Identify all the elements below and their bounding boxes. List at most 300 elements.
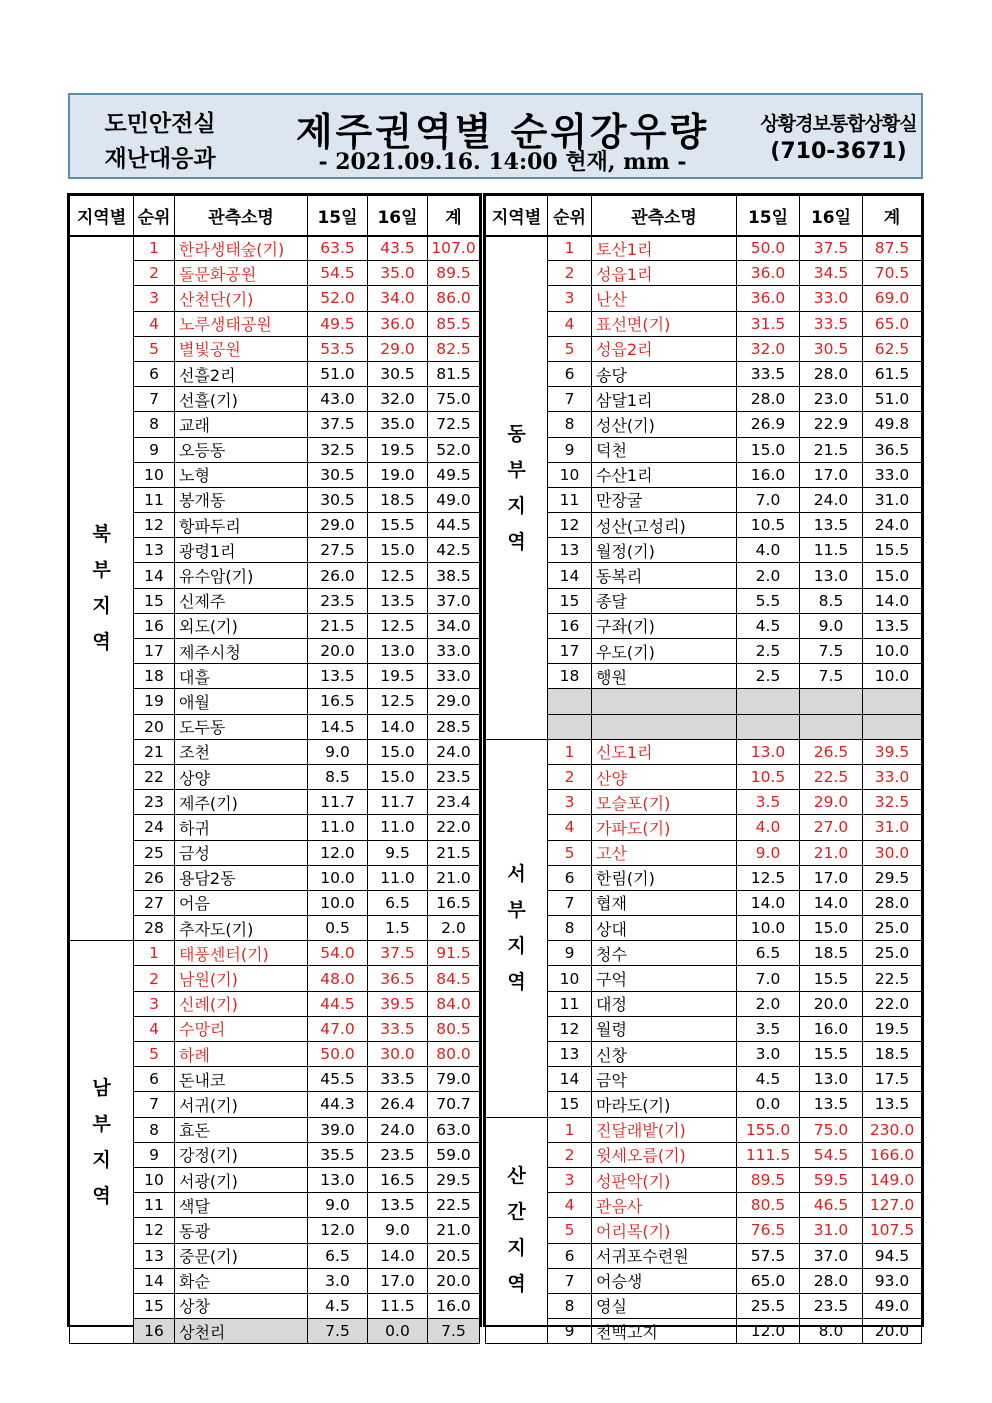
rank-cell: 7 xyxy=(134,1092,175,1117)
day16-cell: 0.0 xyxy=(368,1319,428,1344)
station-name-cell: 돈내코 xyxy=(175,1067,308,1092)
day16-cell: 35.0 xyxy=(368,412,428,437)
total-cell: 23.5 xyxy=(428,764,480,789)
day15-cell: 26.0 xyxy=(308,563,368,588)
day16-cell: 16.0 xyxy=(800,1016,863,1041)
day16-cell: 35.0 xyxy=(368,261,428,286)
day15-cell: 33.5 xyxy=(737,361,800,386)
rank-cell: 16 xyxy=(134,1319,175,1344)
table-row xyxy=(486,739,922,764)
station-name-cell: 하례 xyxy=(175,1042,308,1067)
total-cell: 28.5 xyxy=(428,714,480,739)
station-name-cell: 상창 xyxy=(175,1293,308,1318)
day16-cell: 7.5 xyxy=(800,639,863,664)
day15-cell: 11.7 xyxy=(308,790,368,815)
day16-cell: 27.0 xyxy=(800,815,863,840)
station-name-cell: 돌문화공원 xyxy=(175,261,308,286)
table-row xyxy=(486,815,922,840)
station-name-cell: 성산(고성리) xyxy=(592,513,737,538)
total-cell: 49.8 xyxy=(863,412,922,437)
empty-cell xyxy=(548,689,592,714)
day15-cell: 0.0 xyxy=(737,1092,800,1117)
day16-cell: 36.5 xyxy=(368,966,428,991)
station-name-cell: 화순 xyxy=(175,1268,308,1293)
day16-cell: 30.5 xyxy=(368,361,428,386)
total-cell: 39.5 xyxy=(863,739,922,764)
table-row xyxy=(486,1042,922,1067)
day15-cell: 9.0 xyxy=(737,840,800,865)
day15-cell: 13.0 xyxy=(737,739,800,764)
day16-cell: 28.0 xyxy=(800,1268,863,1293)
station-name-cell: 청수 xyxy=(592,941,737,966)
station-name-cell: 한림(기) xyxy=(592,865,737,890)
total-cell: 230.0 xyxy=(863,1117,922,1142)
total-cell: 10.0 xyxy=(863,664,922,689)
day16-cell: 9.5 xyxy=(368,840,428,865)
day16-cell: 7.5 xyxy=(800,664,863,689)
day16-cell: 12.5 xyxy=(368,563,428,588)
col-region: 지역별 xyxy=(486,196,548,236)
total-cell: 37.0 xyxy=(428,588,480,613)
day15-cell: 25.5 xyxy=(737,1293,800,1318)
rank-cell: 9 xyxy=(548,1319,592,1344)
station-name-cell: 선흘(기) xyxy=(175,387,308,412)
rank-cell: 4 xyxy=(548,1193,592,1218)
table-row xyxy=(486,513,922,538)
rank-cell: 2 xyxy=(134,261,175,286)
day15-cell: 53.5 xyxy=(308,336,368,361)
station-name-cell: 중문(기) xyxy=(175,1243,308,1268)
rank-cell: 13 xyxy=(134,1243,175,1268)
report-subtitle: - 2021.09.16. 14:00 현재, mm - xyxy=(318,149,687,175)
day16-cell: 24.0 xyxy=(368,1117,428,1142)
rank-cell: 5 xyxy=(548,1218,592,1243)
rank-cell: 7 xyxy=(134,387,175,412)
day15-cell: 5.5 xyxy=(737,588,800,613)
day15-cell: 11.0 xyxy=(308,815,368,840)
station-name-cell: 난산 xyxy=(592,286,737,311)
day16-cell: 34.5 xyxy=(800,261,863,286)
empty-cell xyxy=(592,689,737,714)
total-cell: 70.5 xyxy=(863,261,922,286)
day16-cell: 54.5 xyxy=(800,1142,863,1167)
rank-cell: 6 xyxy=(548,1243,592,1268)
day16-cell: 11.0 xyxy=(368,815,428,840)
day16-cell: 14.0 xyxy=(368,1243,428,1268)
station-name-cell: 오등동 xyxy=(175,437,308,462)
right-rainfall-table xyxy=(483,193,924,1342)
table-row xyxy=(486,487,922,512)
table-row xyxy=(486,840,922,865)
station-name-cell: 구좌(기) xyxy=(592,613,737,638)
report-title: 제주권역별 순위강우량 xyxy=(295,110,710,154)
day16-cell: 26.5 xyxy=(800,739,863,764)
day15-cell: 4.0 xyxy=(737,538,800,563)
rank-cell: 22 xyxy=(134,764,175,789)
total-cell: 20.5 xyxy=(428,1243,480,1268)
station-name-cell: 수산1리 xyxy=(592,462,737,487)
table-row xyxy=(70,941,480,966)
day16-cell: 13.5 xyxy=(368,588,428,613)
table-row xyxy=(486,1218,922,1243)
station-name-cell: 용담2동 xyxy=(175,865,308,890)
station-name-cell: 하귀 xyxy=(175,815,308,840)
total-cell: 38.5 xyxy=(428,563,480,588)
day16-cell: 15.0 xyxy=(800,916,863,941)
station-name-cell: 구억 xyxy=(592,966,737,991)
day16-cell: 18.5 xyxy=(368,487,428,512)
station-name-cell: 금악 xyxy=(592,1067,737,1092)
day16-cell: 19.5 xyxy=(368,437,428,462)
total-cell: 10.0 xyxy=(863,639,922,664)
total-cell: 36.5 xyxy=(863,437,922,462)
day15-cell: 89.5 xyxy=(737,1167,800,1192)
station-name-cell: 어리목(기) xyxy=(592,1218,737,1243)
station-name-cell: 교래 xyxy=(175,412,308,437)
rank-cell: 16 xyxy=(548,613,592,638)
station-name-cell: 수망리 xyxy=(175,1016,308,1041)
day16-cell: 23.5 xyxy=(368,1142,428,1167)
rank-cell: 4 xyxy=(134,311,175,336)
day15-cell: 7.5 xyxy=(308,1319,368,1344)
left-rainfall-table xyxy=(67,193,482,1342)
rank-cell: 6 xyxy=(548,361,592,386)
total-cell: 84.0 xyxy=(428,991,480,1016)
total-cell: 93.0 xyxy=(863,1268,922,1293)
day16-cell: 14.0 xyxy=(368,714,428,739)
rank-cell: 10 xyxy=(134,462,175,487)
station-name-cell: 색달 xyxy=(175,1193,308,1218)
station-name-cell: 별빛공원 xyxy=(175,336,308,361)
day15-cell: 54.5 xyxy=(308,261,368,286)
rank-cell: 6 xyxy=(134,361,175,386)
total-cell: 149.0 xyxy=(863,1167,922,1192)
station-name-cell: 추자도(기) xyxy=(175,916,308,941)
station-name-cell: 유수암(기) xyxy=(175,563,308,588)
total-cell: 18.5 xyxy=(863,1042,922,1067)
rank-cell: 12 xyxy=(548,513,592,538)
station-name-cell: 월정(기) xyxy=(592,538,737,563)
station-name-cell: 남원(기) xyxy=(175,966,308,991)
station-name-cell: 애월 xyxy=(175,689,308,714)
station-name-cell: 어승생 xyxy=(592,1268,737,1293)
station-name-cell: 신례(기) xyxy=(175,991,308,1016)
report-header xyxy=(68,93,923,179)
total-cell: 49.0 xyxy=(428,487,480,512)
total-cell: 2.0 xyxy=(428,916,480,941)
table-row xyxy=(486,1067,922,1092)
day15-cell: 6.5 xyxy=(737,941,800,966)
day16-cell: 15.0 xyxy=(368,764,428,789)
total-cell: 7.5 xyxy=(428,1319,480,1344)
day15-cell: 37.5 xyxy=(308,412,368,437)
day15-cell: 13.0 xyxy=(308,1167,368,1192)
rank-cell: 3 xyxy=(548,790,592,815)
day15-cell: 4.0 xyxy=(737,815,800,840)
rank-cell: 9 xyxy=(134,437,175,462)
total-cell: 14.0 xyxy=(863,588,922,613)
rank-cell: 1 xyxy=(134,941,175,966)
table-row xyxy=(486,890,922,915)
day16-cell: 15.0 xyxy=(368,538,428,563)
day15-cell: 51.0 xyxy=(308,361,368,386)
day15-cell: 32.5 xyxy=(308,437,368,462)
total-cell: 107.0 xyxy=(428,236,480,261)
rank-cell: 4 xyxy=(548,815,592,840)
station-name-cell: 상대 xyxy=(592,916,737,941)
day16-cell: 22.5 xyxy=(800,764,863,789)
station-name-cell: 신창 xyxy=(592,1042,737,1067)
day16-cell: 1.5 xyxy=(368,916,428,941)
station-name-cell: 한라생태숲(기) xyxy=(175,236,308,261)
empty-cell xyxy=(737,714,800,739)
station-name-cell: 고산 xyxy=(592,840,737,865)
table-row xyxy=(486,966,922,991)
day16-cell: 31.0 xyxy=(800,1218,863,1243)
day16-cell: 6.5 xyxy=(368,890,428,915)
total-cell: 13.5 xyxy=(863,613,922,638)
table-row xyxy=(486,538,922,563)
rank-cell: 6 xyxy=(548,865,592,890)
office-phone: (710-3671) xyxy=(770,139,907,164)
total-cell: 31.0 xyxy=(863,815,922,840)
total-cell: 34.0 xyxy=(428,613,480,638)
rank-cell: 2 xyxy=(134,966,175,991)
table-row xyxy=(486,1268,922,1293)
station-name-cell: 성읍1리 xyxy=(592,261,737,286)
empty-cell xyxy=(800,689,863,714)
rank-cell: 14 xyxy=(548,563,592,588)
day15-cell: 12.0 xyxy=(308,1218,368,1243)
station-name-cell: 태풍센터(기) xyxy=(175,941,308,966)
rank-cell: 15 xyxy=(134,588,175,613)
rank-cell: 19 xyxy=(134,689,175,714)
day16-cell: 15.0 xyxy=(368,739,428,764)
total-cell: 33.0 xyxy=(863,462,922,487)
day15-cell: 39.0 xyxy=(308,1117,368,1142)
table-row xyxy=(486,387,922,412)
station-name-cell: 종달 xyxy=(592,588,737,613)
total-cell: 22.5 xyxy=(863,966,922,991)
day15-cell: 31.5 xyxy=(737,311,800,336)
rank-cell: 5 xyxy=(548,840,592,865)
total-cell: 31.0 xyxy=(863,487,922,512)
day16-cell: 33.5 xyxy=(368,1067,428,1092)
total-cell: 15.5 xyxy=(863,538,922,563)
day16-cell: 37.5 xyxy=(800,236,863,261)
rank-cell: 8 xyxy=(134,412,175,437)
day16-cell: 12.5 xyxy=(368,689,428,714)
day15-cell: 48.0 xyxy=(308,966,368,991)
day15-cell: 47.0 xyxy=(308,1016,368,1041)
total-cell: 79.0 xyxy=(428,1067,480,1092)
rank-cell: 8 xyxy=(548,412,592,437)
station-name-cell: 우도(기) xyxy=(592,639,737,664)
total-cell: 19.5 xyxy=(863,1016,922,1041)
table-row xyxy=(486,1092,922,1117)
station-name-cell: 강정(기) xyxy=(175,1142,308,1167)
day16-cell: 33.0 xyxy=(800,286,863,311)
table-row xyxy=(486,639,922,664)
day16-cell: 18.5 xyxy=(800,941,863,966)
day15-cell: 155.0 xyxy=(737,1117,800,1142)
total-cell: 127.0 xyxy=(863,1193,922,1218)
table-row xyxy=(486,790,922,815)
day15-cell: 43.0 xyxy=(308,387,368,412)
day15-cell: 2.0 xyxy=(737,991,800,1016)
station-name-cell: 신도1리 xyxy=(592,739,737,764)
day15-cell: 2.5 xyxy=(737,664,800,689)
day15-cell: 10.0 xyxy=(308,865,368,890)
table-row xyxy=(486,764,922,789)
day16-cell: 59.5 xyxy=(800,1167,863,1192)
total-cell: 61.5 xyxy=(863,361,922,386)
day16-cell: 9.0 xyxy=(368,1218,428,1243)
day16-cell: 20.0 xyxy=(800,991,863,1016)
rank-cell: 15 xyxy=(548,1092,592,1117)
total-cell: 69.0 xyxy=(863,286,922,311)
division-name: 재난대응과 xyxy=(104,146,216,172)
day15-cell: 9.0 xyxy=(308,1193,368,1218)
station-name-cell: 윗세오름(기) xyxy=(592,1142,737,1167)
total-cell: 82.5 xyxy=(428,336,480,361)
rank-cell: 11 xyxy=(548,487,592,512)
day16-cell: 16.5 xyxy=(368,1167,428,1192)
day15-cell: 13.5 xyxy=(308,664,368,689)
day16-cell: 11.7 xyxy=(368,790,428,815)
day15-cell: 4.5 xyxy=(308,1293,368,1318)
day15-cell: 3.0 xyxy=(308,1268,368,1293)
day15-cell: 50.0 xyxy=(308,1042,368,1067)
day15-cell: 4.5 xyxy=(737,1067,800,1092)
total-cell: 44.5 xyxy=(428,513,480,538)
region-label: 남부지역 xyxy=(70,941,134,1344)
day15-cell: 16.0 xyxy=(737,462,800,487)
total-cell: 20.0 xyxy=(428,1268,480,1293)
rank-cell: 8 xyxy=(548,916,592,941)
table-row xyxy=(486,311,922,336)
day16-cell: 11.5 xyxy=(800,538,863,563)
total-cell: 59.0 xyxy=(428,1142,480,1167)
station-name-cell: 대흘 xyxy=(175,664,308,689)
total-cell: 49.0 xyxy=(863,1293,922,1318)
station-name-cell: 협재 xyxy=(592,890,737,915)
day15-cell: 10.0 xyxy=(737,916,800,941)
station-name-cell: 서귀포수련원 xyxy=(592,1243,737,1268)
day16-cell: 43.5 xyxy=(368,236,428,261)
day16-cell: 11.5 xyxy=(368,1293,428,1318)
rank-cell: 18 xyxy=(548,664,592,689)
day16-cell: 19.5 xyxy=(368,664,428,689)
total-cell: 87.5 xyxy=(863,236,922,261)
day16-cell: 23.0 xyxy=(800,387,863,412)
table-row xyxy=(486,563,922,588)
day15-cell: 7.0 xyxy=(737,966,800,991)
title-block xyxy=(250,95,755,177)
empty-cell xyxy=(592,714,737,739)
day15-cell: 3.5 xyxy=(737,790,800,815)
total-cell: 16.5 xyxy=(428,890,480,915)
total-cell: 72.5 xyxy=(428,412,480,437)
rank-cell: 3 xyxy=(548,1167,592,1192)
rank-cell: 6 xyxy=(134,1067,175,1092)
rank-cell: 9 xyxy=(548,941,592,966)
day16-cell: 34.0 xyxy=(368,286,428,311)
day15-cell: 52.0 xyxy=(308,286,368,311)
rank-cell: 27 xyxy=(134,890,175,915)
day16-cell: 28.0 xyxy=(800,361,863,386)
col-total: 계 xyxy=(428,196,480,236)
day15-cell: 30.5 xyxy=(308,487,368,512)
station-name-cell: 산천단(기) xyxy=(175,286,308,311)
total-cell: 24.0 xyxy=(428,739,480,764)
station-name-cell: 마라도(기) xyxy=(592,1092,737,1117)
total-cell: 25.0 xyxy=(863,916,922,941)
day15-cell: 36.0 xyxy=(737,286,800,311)
day16-cell: 13.0 xyxy=(800,563,863,588)
day15-cell: 14.5 xyxy=(308,714,368,739)
table-row xyxy=(486,1016,922,1041)
col-region: 지역별 xyxy=(70,196,134,236)
rank-cell: 8 xyxy=(548,1293,592,1318)
day15-cell: 76.5 xyxy=(737,1218,800,1243)
day16-cell: 15.5 xyxy=(800,966,863,991)
rank-cell: 1 xyxy=(548,236,592,261)
day16-cell: 32.0 xyxy=(368,387,428,412)
station-name-cell: 조천 xyxy=(175,739,308,764)
day16-cell: 37.5 xyxy=(368,941,428,966)
rank-cell: 20 xyxy=(134,714,175,739)
day15-cell: 65.0 xyxy=(737,1268,800,1293)
rank-cell: 14 xyxy=(134,563,175,588)
col-day15: 15일 xyxy=(308,196,368,236)
day16-cell: 33.5 xyxy=(368,1016,428,1041)
rank-cell: 11 xyxy=(548,991,592,1016)
rank-cell: 10 xyxy=(548,966,592,991)
day15-cell: 10.0 xyxy=(308,890,368,915)
table-row xyxy=(486,865,922,890)
day16-cell: 14.0 xyxy=(800,890,863,915)
station-name-cell: 선흘2리 xyxy=(175,361,308,386)
day16-cell: 13.5 xyxy=(800,1092,863,1117)
rank-cell: 7 xyxy=(548,1268,592,1293)
station-name-cell: 금성 xyxy=(175,840,308,865)
table-row xyxy=(486,1142,922,1167)
day16-cell: 26.4 xyxy=(368,1092,428,1117)
day15-cell: 12.0 xyxy=(737,1319,800,1344)
table-row xyxy=(486,286,922,311)
rank-cell: 5 xyxy=(134,336,175,361)
day15-cell: 9.0 xyxy=(308,739,368,764)
total-cell: 28.0 xyxy=(863,890,922,915)
station-name-cell: 도두동 xyxy=(175,714,308,739)
rank-cell: 17 xyxy=(548,639,592,664)
col-day16: 16일 xyxy=(800,196,863,236)
rank-cell: 24 xyxy=(134,815,175,840)
station-name-cell: 신제주 xyxy=(175,588,308,613)
total-cell: 22.5 xyxy=(428,1193,480,1218)
rank-cell: 7 xyxy=(548,890,592,915)
station-name-cell: 효돈 xyxy=(175,1117,308,1142)
station-name-cell: 덕천 xyxy=(592,437,737,462)
day15-cell: 0.5 xyxy=(308,916,368,941)
rank-cell: 15 xyxy=(548,588,592,613)
station-name-cell: 천백고지 xyxy=(592,1319,737,1344)
total-cell: 30.0 xyxy=(863,840,922,865)
rank-cell: 8 xyxy=(134,1117,175,1142)
day15-cell: 35.5 xyxy=(308,1142,368,1167)
day16-cell: 37.0 xyxy=(800,1243,863,1268)
